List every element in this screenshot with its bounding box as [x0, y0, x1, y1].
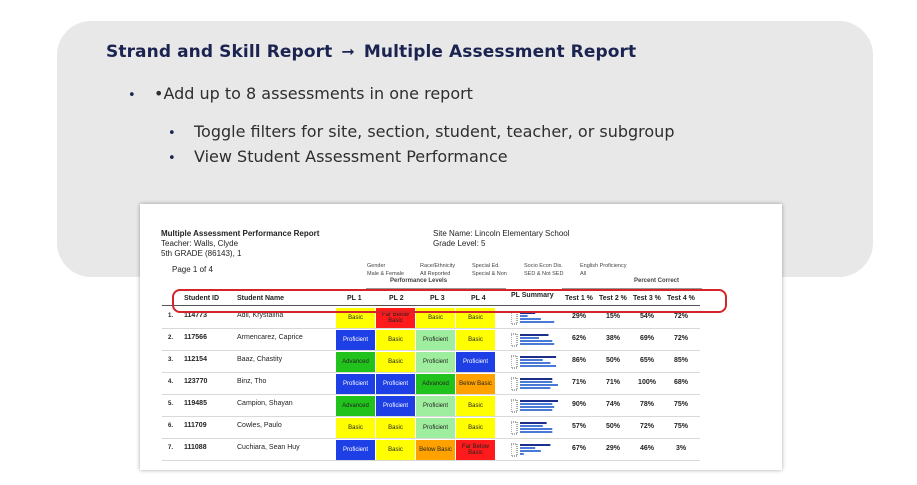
- performance-level-cell: Basic: [456, 330, 495, 350]
- performance-level-cell: Proficient: [416, 396, 455, 416]
- test-percent: 78%: [639, 401, 654, 408]
- summary-bar: [520, 340, 552, 342]
- pl-summary-chart: [511, 421, 561, 435]
- summary-bar: [520, 384, 558, 386]
- student-id: 117566: [184, 334, 207, 341]
- test-percent: 69%: [639, 335, 654, 342]
- table-row[interactable]: [140, 329, 782, 351]
- col-header-pl4[interactable]: PL 4: [471, 295, 486, 302]
- table-row[interactable]: [140, 395, 782, 417]
- performance-level-cell: Basic: [456, 418, 495, 438]
- summary-bar: [520, 356, 556, 358]
- header-highlight-box: [172, 289, 727, 313]
- report-screenshot: [140, 204, 782, 470]
- student-name: Adil, Krystalina: [237, 312, 284, 319]
- grid-icon: [511, 356, 517, 368]
- test-percent: 72%: [673, 313, 688, 320]
- report-teacher: Teacher: Walls, Clyde: [161, 239, 239, 248]
- col-header-test3[interactable]: Test 3 %: [633, 295, 661, 302]
- performance-levels-heading: Performance Levels: [390, 278, 448, 284]
- slide-title: [106, 42, 636, 62]
- grid-icon: [511, 422, 517, 434]
- pl-summary-chart: [511, 377, 561, 391]
- summary-bar: [520, 422, 547, 424]
- student-name: Cuchiara, Sean Huy: [237, 444, 300, 451]
- grid-icon: [511, 334, 517, 346]
- student-name: Armencarez, Caprice: [237, 334, 303, 341]
- test-percent: 74%: [605, 401, 620, 408]
- summary-bar: [520, 403, 552, 405]
- bullet-dot-icon: •: [168, 126, 176, 141]
- row-number: 3.: [168, 357, 174, 363]
- performance-level-cell: Advanced: [416, 374, 455, 394]
- test-percent: 15%: [605, 313, 620, 320]
- bullet-dot-icon: •: [168, 151, 176, 166]
- performance-level-cell: Basic: [376, 418, 415, 438]
- student-name: Baaz, Chastity: [237, 356, 283, 363]
- test-percent: 29%: [605, 445, 620, 452]
- performance-level-cell: Advanced: [336, 352, 375, 372]
- student-name: Binz, Tho: [237, 378, 267, 385]
- performance-level-cell: Proficient: [416, 418, 455, 438]
- row-number: 5.: [168, 401, 174, 407]
- student-name: Campion, Shayan: [237, 400, 293, 407]
- test-percent: 54%: [639, 313, 654, 320]
- summary-bar: [520, 359, 543, 361]
- performance-level-cell: Proficient: [336, 374, 375, 394]
- student-id: 123770: [184, 378, 208, 385]
- test-percent: 62%: [571, 335, 586, 342]
- table-row[interactable]: [140, 373, 782, 395]
- student-id: 119485: [184, 400, 207, 407]
- performance-level-cell: Basic: [456, 396, 495, 416]
- summary-bar: [520, 381, 552, 383]
- summary-bar: [520, 447, 535, 449]
- grid-icon: [511, 378, 517, 390]
- col-header-pl1[interactable]: PL 1: [347, 295, 362, 302]
- test-percent: 72%: [673, 335, 688, 342]
- grid-icon: [511, 444, 517, 456]
- performance-level-cell: Proficient: [336, 330, 375, 350]
- summary-bar: [520, 315, 528, 317]
- report-section: 5th GRADE (86143), 1: [161, 249, 242, 258]
- percent-correct-heading: Percent Correct: [634, 278, 680, 284]
- row-number: 2.: [168, 335, 174, 341]
- bullet-dot-icon: •: [128, 88, 136, 103]
- summary-bar: [520, 425, 543, 427]
- summary-bar: [520, 409, 552, 411]
- performance-level-cell: Proficient: [416, 352, 455, 372]
- report-page-number: Page 1 of 4: [172, 265, 213, 274]
- test-percent: 75%: [673, 423, 688, 430]
- performance-level-cell: Advanced: [336, 396, 375, 416]
- performance-level-cell: Proficient: [376, 374, 415, 394]
- grid-icon: [511, 312, 517, 324]
- performance-level-cell: Proficient: [416, 330, 455, 350]
- performance-level-cell: Far Below Basic: [376, 308, 415, 328]
- performance-level-cell: Basic: [376, 352, 415, 372]
- summary-bar: [520, 362, 550, 364]
- title-right: Multiple Assessment Report: [363, 42, 637, 62]
- test-percent: 68%: [673, 379, 688, 386]
- summary-bar: [520, 431, 552, 433]
- student-id: 112154: [184, 356, 207, 363]
- title-left: Strand and Skill Report: [106, 42, 333, 62]
- summary-bar: [520, 318, 541, 320]
- row-number: 6.: [168, 423, 174, 429]
- summary-bar: [520, 378, 552, 380]
- performance-level-cell: Below Basic: [416, 440, 455, 460]
- test-percent: 90%: [571, 401, 586, 408]
- row-divider: [162, 460, 700, 461]
- filter-english-proficiency: English Proficiency All: [580, 263, 627, 277]
- test-percent: 38%: [605, 335, 620, 342]
- performance-level-cell: Basic: [376, 440, 415, 460]
- summary-bar: [520, 428, 552, 430]
- pl-summary-chart: [511, 355, 561, 369]
- test-percent: 57%: [571, 423, 586, 430]
- row-number: 1.: [168, 313, 174, 319]
- performance-level-cell: Proficient: [456, 352, 495, 372]
- test-percent: 46%: [639, 445, 654, 452]
- test-percent: 100%: [638, 379, 656, 386]
- pl-summary-chart: [511, 333, 561, 347]
- grid-icon: [511, 400, 517, 412]
- summary-bar: [520, 450, 541, 452]
- student-id: 111088: [184, 444, 207, 451]
- row-number: 7.: [168, 445, 174, 451]
- summary-bar: [520, 453, 524, 455]
- summary-bar: [520, 321, 554, 323]
- summary-bar: [520, 444, 550, 446]
- test-percent: 85%: [673, 357, 688, 364]
- table-row[interactable]: [140, 417, 782, 439]
- test-percent: 75%: [673, 401, 688, 408]
- bullet-view-performance: • View Student Assessment Performance: [168, 147, 508, 166]
- performance-level-cell: Proficient: [336, 440, 375, 460]
- filter-socio-econ: Socio Econ Dis. SED & Not SED: [524, 263, 564, 277]
- table-row[interactable]: [140, 439, 782, 461]
- performance-level-cell: Basic: [336, 418, 375, 438]
- right-arrow-icon: ➞: [341, 42, 355, 61]
- summary-bar: [520, 406, 554, 408]
- student-id: 114773: [184, 312, 207, 319]
- summary-bar: [520, 365, 556, 367]
- summary-bar: [520, 400, 558, 402]
- test-percent: 72%: [639, 423, 654, 430]
- col-header-student-id[interactable]: Student ID: [184, 295, 219, 302]
- col-header-test1[interactable]: Test 1 %: [565, 295, 593, 302]
- col-header-pl2[interactable]: PL 2: [389, 295, 404, 302]
- col-header-pl-summary[interactable]: PL Summary: [511, 292, 554, 299]
- performance-level-cell: Basic: [456, 308, 495, 328]
- test-percent: 65%: [639, 357, 654, 364]
- row-number: 4.: [168, 379, 174, 385]
- bullet-add-assessments: • •Add up to 8 assessments in one report: [128, 84, 473, 103]
- col-header-pl3[interactable]: PL 3: [430, 295, 445, 302]
- summary-bar: [520, 334, 549, 336]
- pl-summary-chart: [511, 443, 561, 457]
- col-header-test4[interactable]: Test 4 %: [667, 295, 695, 302]
- test-percent: 50%: [605, 423, 620, 430]
- performance-level-cell: Basic: [376, 330, 415, 350]
- test-percent: 29%: [571, 313, 586, 320]
- test-percent: 71%: [571, 379, 586, 386]
- test-percent: 3%: [675, 445, 687, 452]
- col-header-student-name[interactable]: Student Name: [237, 295, 285, 302]
- performance-level-cell: Below Basic: [456, 374, 495, 394]
- test-percent: 50%: [605, 357, 620, 364]
- report-site: Site Name: Lincoln Elementary School: [433, 229, 570, 238]
- pl-summary-chart: [511, 311, 561, 325]
- filter-special-ed: Special Ed. Special & Non: [472, 263, 507, 277]
- filter-gender: Gender Male & Female: [367, 263, 404, 277]
- test-percent: 67%: [571, 445, 586, 452]
- summary-bar: [520, 387, 550, 389]
- report-title: Multiple Assessment Performance Report: [161, 229, 320, 238]
- bullet-toggle-filters: • Toggle filters for site, section, student, teacher, or subgroup: [168, 122, 675, 141]
- test-percent: 71%: [605, 379, 620, 386]
- student-id: 111709: [184, 422, 207, 429]
- test-percent: 86%: [571, 357, 586, 364]
- performance-level-cell: Basic: [416, 308, 455, 328]
- table-row[interactable]: [140, 351, 782, 373]
- student-name: Cowles, Paulo: [237, 422, 282, 429]
- summary-bar: [520, 343, 554, 345]
- performance-level-cell: Far Below Basic: [456, 440, 495, 460]
- report-grade-level: Grade Level: 5: [433, 239, 486, 248]
- col-header-test2[interactable]: Test 2 %: [599, 295, 627, 302]
- pl-summary-chart: [511, 399, 561, 413]
- performance-level-cell: Basic: [336, 308, 375, 328]
- filter-race: Race/Ethnicity All Reported: [420, 263, 456, 277]
- summary-bar: [520, 337, 539, 339]
- performance-level-cell: Proficient: [376, 396, 415, 416]
